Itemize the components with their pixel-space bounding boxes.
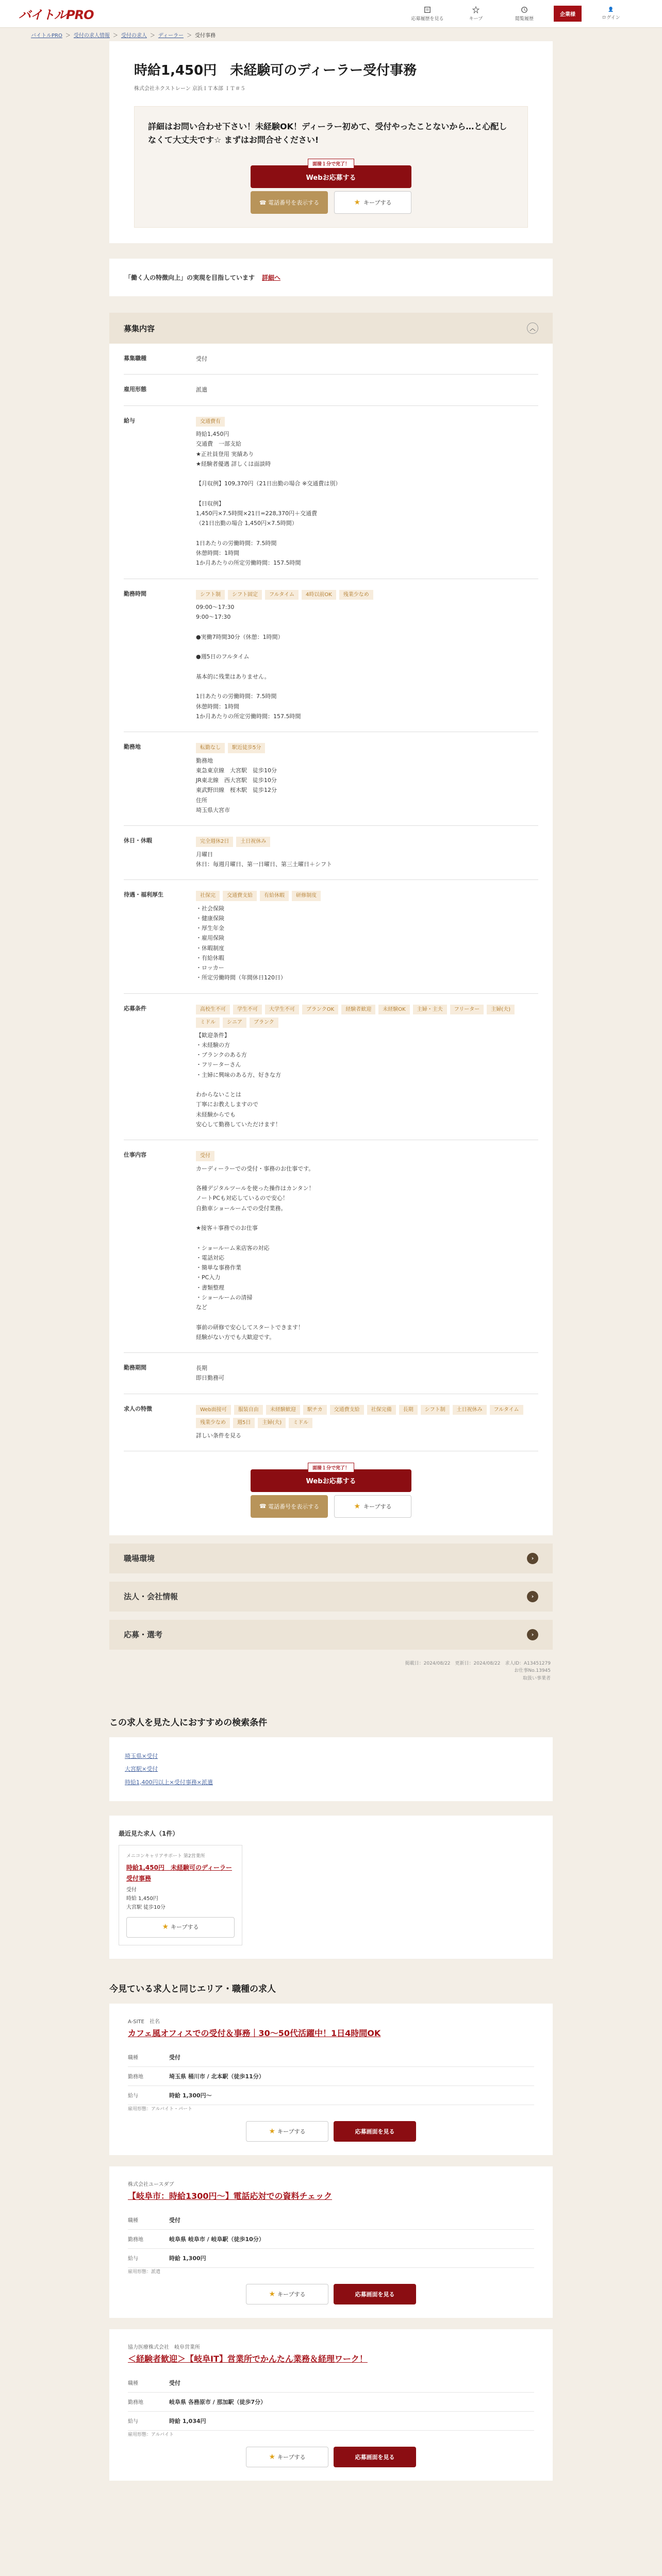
- apply-button[interactable]: Webお応募する: [251, 165, 411, 188]
- chevron-up-icon: ︿: [527, 323, 538, 334]
- recruit-row-label: 勤務地: [124, 743, 141, 751]
- similar-row: [128, 2086, 534, 2105]
- user-icon: 👤: [608, 7, 614, 12]
- feature-tag: 駅チカ: [303, 1405, 327, 1415]
- similar-row: [128, 2249, 534, 2268]
- job-header: [109, 41, 553, 96]
- similar-buttons: [128, 2447, 534, 2467]
- tag-list: [196, 1404, 538, 1431]
- recommend-link[interactable]: 時給1,400円以上×受付事務×派遣: [125, 1778, 213, 1786]
- challenge-banner: [109, 259, 553, 296]
- value-line: 休憩時間：1時間: [196, 550, 239, 557]
- keep-nav-label: キープ: [469, 16, 483, 22]
- recruit-row: [124, 1140, 538, 1353]
- value-line: [196, 1174, 538, 1183]
- similar-row: [128, 2048, 534, 2067]
- recent-heading: 最近見た求人（1件）: [119, 1830, 179, 1837]
- star-icon: [472, 6, 479, 13]
- value-line: ・厚生年金: [196, 925, 224, 932]
- feature-tag: 長期: [399, 1405, 418, 1415]
- tag-list: [196, 589, 538, 603]
- value-line: [196, 642, 538, 652]
- similar-row-label: 職種: [128, 2055, 138, 2061]
- recruit-row-value: [196, 836, 538, 869]
- value-line: ★経験者優遇 詳しくは面談時: [196, 460, 271, 467]
- cta-area: [148, 159, 514, 214]
- company-name: 株式会社ネクストレーン 京浜ＩＴ本部 ＩＴ＃５: [134, 86, 246, 92]
- feature-tag: ブランクOK: [302, 1005, 338, 1015]
- tag-list: [196, 836, 538, 850]
- cta-area-bottom: [109, 1463, 553, 1518]
- challenge-link[interactable]: 詳細へ: [262, 274, 281, 282]
- feature-tag: ブランク: [250, 1018, 278, 1028]
- breadcrumb-item[interactable]: バイトルPRO: [31, 33, 62, 39]
- feature-tag: シニア: [223, 1018, 246, 1028]
- feature-tag: ミドル: [289, 1418, 312, 1428]
- main-content: [109, 41, 553, 2492]
- value-line: ★正社員登用 実績あり: [196, 450, 254, 457]
- corporate-button[interactable]: 企業様: [554, 6, 582, 22]
- value-line: ・ロッカー: [196, 964, 224, 972]
- chevron-right-icon: ›: [527, 1553, 538, 1564]
- value-line: 経験がない方でも大歓迎です。: [196, 1333, 275, 1341]
- recruit-row: [124, 375, 538, 405]
- cta-badge: 面接１分で完了！: [308, 159, 354, 168]
- feature-tag: 社保完備: [367, 1405, 396, 1415]
- feature-tag: 交通費支給: [223, 891, 257, 901]
- similar-job-card: [109, 2004, 553, 2155]
- value-line: ・ショールームの清掃: [196, 1294, 253, 1301]
- apply-button[interactable]: Webお応募する: [251, 1469, 411, 1492]
- value-line: 休日：毎週月曜日、第一日曜日、第三土曜日＋シフト: [196, 860, 332, 868]
- recruit-table: [109, 344, 553, 1451]
- tag-list: [196, 416, 538, 430]
- value-line: ・書類整理: [196, 1284, 224, 1291]
- star-icon: ★: [269, 2127, 276, 2136]
- similar-row-value: 時給 1,034円: [169, 2418, 206, 2425]
- recent-place: 大宮駅 徒歩10分: [126, 1905, 166, 1911]
- similar-title[interactable]: カフェ風オフィスでの受付＆事務｜30〜50代活躍中！1日4時間OK: [128, 2028, 381, 2039]
- value-line: 【日収例】: [196, 500, 224, 507]
- viewed-label: 閲覧履歴: [515, 16, 534, 22]
- feature-tag: フルタイム: [490, 1405, 523, 1415]
- login-button[interactable]: [588, 4, 634, 24]
- feature-tag: 駅近徒歩5分: [228, 743, 265, 753]
- similar-row-label: 勤務地: [128, 2237, 143, 2243]
- similar-job-card: [109, 2329, 553, 2481]
- value-line: 9:00〜17:30: [196, 614, 231, 621]
- similar-title[interactable]: ＜経験者歓迎＞【岐阜IT】営業所でかんたん業務＆経理ワーク！: [128, 2354, 368, 2364]
- value-line: [196, 489, 538, 499]
- similar-buttons: [128, 2284, 534, 2304]
- value-line: 1日あたりの労働時間：7.5時間: [196, 539, 277, 547]
- keep-button[interactable]: ★ キープする: [334, 1495, 411, 1518]
- value-line: ・PC入力: [196, 1274, 221, 1281]
- recruit-row-label: 勤務時間: [124, 590, 146, 597]
- value-line: 丁寧にお教えしますので: [196, 1101, 258, 1108]
- value-line: ノートPCも対応しているので安心！: [196, 1195, 288, 1202]
- post-meta: 掲載日：2024/08/22 更新日：2024/08/22 求人ID：A13451279 お仕事No.13945 取扱い事業者: [405, 1660, 551, 1681]
- breadcrumb-item[interactable]: 受付の求人: [121, 33, 147, 39]
- value-line: JR東北線 西大宮駅 徒歩10分: [196, 777, 277, 784]
- value-line: 1か月あたりの所定労働時間：157.5時間: [196, 713, 301, 720]
- similar-type: 雇用形態：アルバイト: [128, 2432, 174, 2438]
- similar-heading: 今見ている求人と同じエリア・職種の求人: [109, 1984, 276, 1995]
- recruit-header[interactable]: 募集内容 ︿: [109, 313, 553, 344]
- recruit-row: [124, 1394, 538, 1451]
- tag-list: [196, 742, 538, 756]
- viewed-button[interactable]: [501, 4, 548, 24]
- star-icon: ★: [269, 2290, 276, 2299]
- star-icon: ★: [269, 2453, 276, 2462]
- chevron-right-icon: ›: [527, 1591, 538, 1602]
- value-line: ・所定労働時間（年間休日120日）: [196, 974, 286, 981]
- feature-tag: 服装自由: [234, 1405, 263, 1415]
- value-line: ・簡単な事務作業: [196, 1264, 241, 1272]
- similar-row: [128, 2230, 534, 2249]
- value-line: ・有給休暇: [196, 954, 224, 961]
- cta-badge: 面接１分で完了！: [308, 1463, 354, 1472]
- feature-tag: フルタイム: [265, 590, 299, 600]
- value-line: 1日あたりの労働時間：7.5時間: [196, 693, 277, 700]
- feature-tag: 未経験歓迎: [266, 1405, 300, 1415]
- value-line: 1,450円×7.5時間×21日=228,370円＋交通費: [196, 510, 318, 517]
- tag-list: [196, 890, 538, 904]
- feature-tag: フリーター: [450, 1005, 484, 1015]
- feature-tag: 残業少なめ: [339, 590, 373, 600]
- keep-nav-button[interactable]: [453, 4, 499, 24]
- value-line: [196, 622, 538, 632]
- value-line: 未経験からでも: [196, 1111, 236, 1118]
- recommend-link[interactable]: 大宮駅×受付: [125, 1766, 158, 1773]
- feature-tag: 経験者歓迎: [341, 1005, 375, 1015]
- similar-row-value: 時給 1,300円: [169, 2255, 206, 2262]
- value-line: 事前の研修で安心してスタートできます！: [196, 1324, 304, 1331]
- similar-company: A-SITE 社名: [128, 2019, 160, 2025]
- value-line: [196, 529, 538, 538]
- feature-tag: 主婦(夫): [487, 1005, 515, 1015]
- similar-row: [128, 2412, 534, 2431]
- feature-tag: 未経験OK: [378, 1005, 409, 1015]
- value-line: ・健康保険: [196, 914, 224, 922]
- value-line: [196, 682, 538, 691]
- star-icon: ★: [354, 1502, 361, 1511]
- breadcrumb: バイトルPRO ＞ 受付の求人情報 ＞ 受付の求人 ＞ ディーラー ＞ 受付事務: [0, 28, 662, 41]
- recruit-row: [124, 579, 538, 733]
- tag-list: [196, 1004, 538, 1030]
- recent-section: [109, 1816, 553, 1959]
- recruit-row: [124, 994, 538, 1141]
- recruit-row-label: 給与: [124, 417, 135, 424]
- similar-row-value: 岐阜県 岐阜市 / 岐阜駅（徒歩10分）: [169, 2236, 264, 2243]
- similar-row-value: 受付: [169, 2217, 180, 2224]
- value-line: 埼玉県大宮市: [196, 806, 230, 814]
- feature-tag: 主婦(夫): [258, 1418, 286, 1428]
- similar-row: [128, 2211, 534, 2230]
- tag-list: [196, 1150, 538, 1164]
- feature-tag: 完全週休2日: [196, 837, 233, 847]
- value-line: 派遣: [196, 386, 207, 394]
- feature-tag: 研修制度: [292, 891, 321, 901]
- value-line: 交通費 一部支給: [196, 440, 241, 448]
- recruit-row: [124, 344, 538, 375]
- feature-tag: 土日祝休み: [453, 1405, 487, 1415]
- similar-apply-button[interactable]: 応募画面を見る: [334, 2284, 416, 2304]
- recruit-row: [124, 826, 538, 880]
- history-button[interactable]: [404, 4, 451, 24]
- feature-tag: シフト固定: [228, 590, 262, 600]
- value-line: [196, 1213, 538, 1223]
- similar-keep-button[interactable]: [246, 2447, 328, 2467]
- similar-job-card: [109, 2166, 553, 2318]
- show-tel-button[interactable]: ☎ 電話番号を表示する: [251, 1495, 328, 1518]
- similar-row: [128, 2374, 534, 2393]
- history-icon: [424, 6, 431, 13]
- recommend-link[interactable]: 埼玉県×受付: [125, 1753, 158, 1760]
- show-tel-button[interactable]: ☎ 電話番号を表示する: [251, 191, 328, 214]
- similar-row-label: 職種: [128, 2218, 138, 2224]
- recruit-row-value: [196, 1404, 538, 1440]
- value-line: ・未経験の方: [196, 1041, 230, 1048]
- similar-apply-button[interactable]: 応募画面を見る: [334, 2447, 416, 2467]
- accordion-apply[interactable]: 応募・選考 ›: [109, 1620, 553, 1650]
- recommend-heading: この求人を見た人におすすめの検索条件: [109, 1718, 268, 1728]
- keep-button[interactable]: ★ キープする: [334, 191, 411, 214]
- login-label: ログイン: [602, 15, 620, 21]
- value-line: 東武野田線 桜木駅 徒歩12分: [196, 787, 277, 794]
- recent-keep-button[interactable]: ★ キープする: [126, 1917, 235, 1938]
- feature-tag: 有給休暇: [260, 891, 289, 901]
- value-line: 即日勤務可: [196, 1375, 224, 1382]
- recruit-row-label: 勤務期間: [124, 1364, 146, 1371]
- value-line: [196, 662, 538, 672]
- similar-row: [128, 2067, 534, 2086]
- similar-row-label: 勤務地: [128, 2074, 143, 2080]
- similar-row-label: 給与: [128, 2419, 138, 2425]
- value-line: 09:00〜17:30: [196, 604, 235, 611]
- recruit-section: [109, 313, 553, 1535]
- recruit-row-label: 雇用形態: [124, 386, 146, 393]
- recruit-row-value: [196, 742, 538, 815]
- recruit-row: [124, 406, 538, 579]
- feature-tag: 大学生不可: [265, 1005, 299, 1015]
- similar-keep-button[interactable]: [246, 2121, 328, 2142]
- feature-tag: 交通費有: [196, 417, 225, 427]
- value-line: 月曜日: [196, 851, 213, 858]
- keep-label: キープする: [277, 2128, 306, 2136]
- value-line: 各種デジタルツールを使った操作はカンタン！: [196, 1185, 315, 1192]
- value-line: [196, 1233, 538, 1243]
- feature-tag: 学生不可: [233, 1005, 262, 1015]
- value-line: 詳しい条件を見る: [196, 1432, 241, 1439]
- value-line: [196, 1312, 538, 1322]
- feature-tag: 残業少なめ: [196, 1418, 230, 1428]
- value-line: 勤務地: [196, 757, 213, 764]
- recruit-row-label: 募集職種: [124, 355, 146, 362]
- similar-title[interactable]: 【岐阜市：時給1300円〜】電話応対での資料チェック: [128, 2191, 333, 2201]
- recent-job: 受付: [126, 1887, 137, 1893]
- value-line: 住所: [196, 796, 207, 804]
- value-line: 休憩時間：1時間: [196, 703, 239, 710]
- similar-company: 株式会社ユースダブ: [128, 2182, 174, 2188]
- value-line: 1か月あたりの所定労働時間：157.5時間: [196, 560, 301, 567]
- similar-row-value: 時給 1,300円〜: [169, 2092, 212, 2099]
- recruit-row-label: 求人の特徴: [124, 1405, 152, 1412]
- value-line: わからないことは: [196, 1091, 241, 1098]
- recent-pay: 時給 1,450円: [126, 1896, 158, 1902]
- feature-tag: 主婦・主夫: [413, 1005, 447, 1015]
- recruit-row: [124, 880, 538, 994]
- similar-row-value: 受付: [169, 2380, 180, 2387]
- value-line: [196, 1080, 538, 1090]
- recruit-row: [124, 1353, 538, 1394]
- star-icon: ★: [162, 1923, 169, 1931]
- history-label: 応募履歴を見る: [411, 16, 444, 22]
- value-line: ★接客＋事務でのお仕事: [196, 1225, 258, 1232]
- similar-type: 雇用形態：派遣: [128, 2269, 161, 2275]
- similar-row-label: 職種: [128, 2381, 138, 2387]
- feature-tag: 交通費支給: [330, 1405, 364, 1415]
- similar-row-value: 岐阜県 各務原市 / 那加駅（徒歩7分）: [169, 2399, 267, 2406]
- value-line: ・休暇制度: [196, 944, 224, 952]
- breadcrumb-item[interactable]: ディーラー: [158, 33, 184, 39]
- value-line: ・ブランクのある方: [196, 1052, 247, 1059]
- breadcrumb-item[interactable]: 受付の求人情報: [73, 33, 110, 39]
- value-line: [196, 469, 538, 479]
- value-line: ・ショールーム来店客の対応: [196, 1244, 270, 1251]
- phone-icon: ☎: [259, 1503, 269, 1510]
- feature-tag: シフト制: [421, 1405, 450, 1415]
- recruit-row-value: [196, 890, 538, 983]
- challenge-text: 「働く人の特徴向上」の実現を目指しています: [125, 274, 255, 282]
- value-line: 自動車ショールームでの受付業務。: [196, 1205, 287, 1212]
- feature-tag: 土日祝休み: [236, 837, 270, 847]
- recruit-row-label: 休日・休暇: [124, 837, 152, 844]
- similar-list: [109, 2004, 553, 2481]
- value-line: 東急東京線 大宮駅 徒歩10分: [196, 767, 277, 774]
- value-line: ・社会保険: [196, 905, 224, 912]
- phone-icon: ☎: [259, 199, 269, 206]
- recruit-row-label: 応募条件: [124, 1005, 146, 1012]
- recent-card[interactable]: [119, 1845, 242, 1945]
- similar-type: 雇用形態：アルバイト・パート: [128, 2107, 193, 2112]
- value-line: 【歓迎条件】: [196, 1031, 230, 1039]
- breadcrumb-current: 受付事務: [195, 33, 216, 39]
- recommend-links: [109, 1737, 553, 1801]
- chevron-right-icon: ›: [527, 1629, 538, 1640]
- recruit-row-value: [196, 1004, 538, 1130]
- job-title: 時給1,450円 未経験可のディーラー受付事務: [134, 63, 417, 78]
- feature-tag: 4時以前OK: [302, 590, 336, 600]
- feature-tag: ミドル: [196, 1018, 220, 1028]
- accordion-company[interactable]: 法人・会社情報 ›: [109, 1582, 553, 1612]
- value-line: 基本的に残業はありません。: [196, 673, 270, 680]
- similar-company: 協力医療株式会社 岐阜営業所: [128, 2345, 200, 2351]
- value-line: ・雇用保険: [196, 935, 224, 942]
- similar-row-value: 埼玉県 桶川市 / 北本駅（徒歩11分）: [169, 2073, 264, 2080]
- lead-section: [109, 96, 553, 243]
- value-line: など: [196, 1304, 207, 1311]
- similar-buttons: [128, 2121, 534, 2142]
- recruit-row-value: [196, 416, 538, 568]
- lead-text: 詳細はお問い合わせ下さい！未経験OK！ディーラー初めて、受付やったことないから…と心配しなくて大丈夫です☆ まずはお問合せください!: [148, 122, 507, 145]
- value-line: ●週5日のフルタイム: [196, 653, 250, 660]
- recruit-row-value: [196, 1150, 538, 1342]
- similar-row-value: 受付: [169, 2054, 180, 2061]
- value-line: 時給1,450円: [196, 431, 229, 438]
- value-line: ●実働7時間30分（休憩：1時間）: [196, 633, 284, 640]
- top-header: [0, 0, 662, 28]
- site-logo[interactable]: バイトルPRO: [19, 8, 94, 22]
- recruit-row-value: [196, 589, 538, 722]
- value-line: 受付: [196, 355, 207, 363]
- value-line: ・電話対応: [196, 1254, 224, 1261]
- keep-label: キープする: [277, 2454, 306, 2461]
- recruit-row-value: [196, 1363, 538, 1383]
- similar-row-label: 給与: [128, 2093, 138, 2099]
- recruit-row-label: 待遇・福利厚生: [124, 891, 163, 899]
- value-line: ・主婦に興味のある方、好きな方: [196, 1071, 281, 1078]
- recent-company: メニコンキャリアサポート 第2営業所: [126, 1854, 205, 1859]
- star-icon: ★: [354, 198, 361, 207]
- header-nav: [404, 4, 634, 24]
- keep-label: キープする: [277, 2291, 306, 2298]
- similar-row-label: 勤務地: [128, 2400, 143, 2406]
- similar-row: [128, 2393, 534, 2412]
- clock-icon: [521, 6, 528, 13]
- feature-tag: シフト制: [196, 590, 225, 600]
- recruit-row-label: 仕事内容: [124, 1151, 146, 1159]
- value-line: カーディーラーでの受付・事務のお仕事です。: [196, 1165, 315, 1172]
- recent-title[interactable]: 時給1,450円 未経験可のディーラー受付事務: [126, 1864, 232, 1882]
- value-line: 長期: [196, 1365, 207, 1372]
- similar-row-label: 給与: [128, 2256, 138, 2262]
- value-line: （21日出勤の場合 1,450円×7.5時間）: [196, 520, 297, 527]
- value-line: 【月収例】109,370円（21日出勤の場合 ※交通費は別）: [196, 480, 341, 487]
- feature-tag: 週5日: [233, 1418, 255, 1428]
- recruit-row: [124, 732, 538, 826]
- recruit-row-value: [196, 354, 538, 364]
- similar-keep-button[interactable]: [246, 2284, 328, 2304]
- feature-tag: 社保完: [196, 891, 220, 901]
- value-line: ・フリーターさん: [196, 1061, 241, 1069]
- value-line: 安心して勤務していただけます！: [196, 1121, 281, 1128]
- similar-apply-button[interactable]: 応募画面を見る: [334, 2121, 416, 2142]
- feature-tag: 高校生不可: [196, 1005, 230, 1015]
- feature-tag: 受付: [196, 1151, 214, 1161]
- accordion-workplace[interactable]: 職場環境 ›: [109, 1544, 553, 1573]
- feature-tag: Web面接可: [196, 1405, 231, 1415]
- recruit-row-value: [196, 385, 538, 395]
- feature-tag: 転勤なし: [196, 743, 225, 753]
